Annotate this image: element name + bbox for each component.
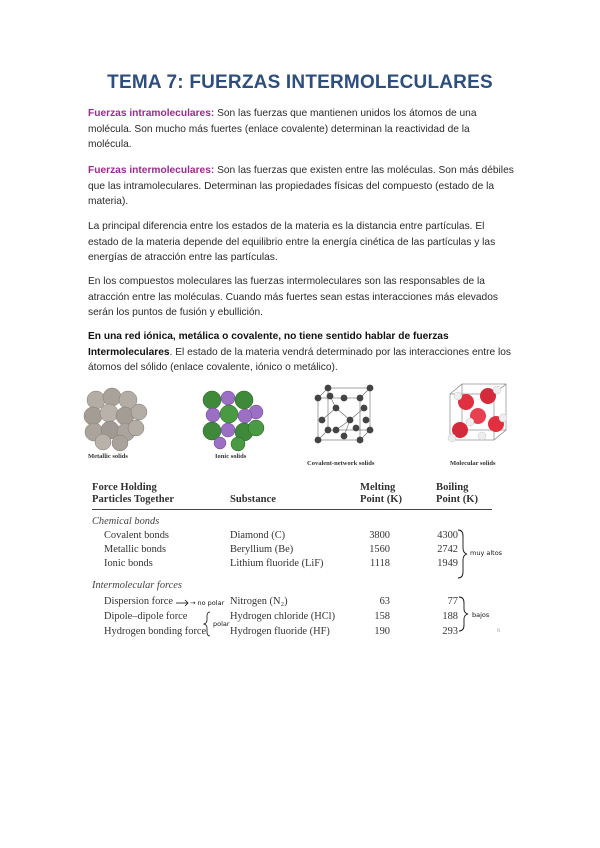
paragraph-molecular-compounds: En los compuestos moleculares las fuerzas intermoleculares son las responsables de la atracción entre las moléculas. Cuando más fuertes sean estas interacciones más elevados serán los puntos de fusión y ebullición. <box>88 276 498 319</box>
caption-covalent-network-solids: Covalent-network solids <box>307 460 375 467</box>
table-cell-substance: Diamond (C) <box>230 530 286 541</box>
table-cell-melting: 190 <box>374 626 390 637</box>
table-cell-force: Ionic bonds <box>104 558 153 569</box>
table-cell-force: Dispersion force <box>104 596 173 607</box>
caption-ionic-solids: Ionic solids <box>215 453 247 460</box>
table-cell-melting: 1560 <box>369 544 390 555</box>
header-substance: Substance <box>230 494 276 505</box>
paragraph-states: La principal diferencia entre los estados de la materia es la distancia entre partículas. El estado de la materia depende del equilibrio entre la energía cinética de las partículas y las energías de atracción entre las partículas. <box>88 221 496 264</box>
table-cell-melting: 1118 <box>369 558 390 569</box>
table-header-rule <box>92 509 492 510</box>
page-number: 6 <box>497 627 501 634</box>
table-cell-boiling: 2742 <box>437 544 458 555</box>
caption-metallic-solids: Metallic solids <box>88 453 128 460</box>
caption-molecular-solids: Molecular solids <box>450 460 496 467</box>
table-cell-substance: Nitrogen (N₂) <box>230 596 288 607</box>
table-cell-melting: 158 <box>374 611 390 622</box>
metallic-solid-illustration <box>84 388 147 451</box>
term-intramolecular: Fuerzas intramoleculares: <box>88 108 215 119</box>
term-intermolecular: Fuerzas intermoleculares: <box>88 165 215 176</box>
header-boiling: Boiling Point (K) <box>436 482 479 505</box>
ionic-solid-illustration <box>203 391 264 451</box>
header-melting: Melting Point (K) <box>360 482 403 505</box>
table-cell-boiling: 188 <box>442 611 458 622</box>
properties-table <box>92 482 512 642</box>
table-cell-substance: Hydrogen chloride (HCl) <box>230 611 336 622</box>
text-networks: . El estado de la materia vendrá determinado por las interacciones entre los átomos del sólido (enlace covalente, iónico o metálico). <box>88 346 512 374</box>
annotation-no-polar: → no polar <box>190 599 225 607</box>
annotation-muy-altos: muy altos <box>470 549 503 557</box>
annotation-polar: polar <box>213 620 230 628</box>
table-cell-melting: 63 <box>379 596 390 607</box>
table-cell-force: Hydrogen bonding force <box>104 626 207 637</box>
section-chemical-bonds: Chemical bonds <box>92 516 160 527</box>
table-cell-force: Dipole–dipole force <box>104 611 188 622</box>
text-intermolecular: Son las fuerzas que existen entre las moléculas. Son más débiles que las intramoleculares. Determinan las propiedades físicas del compuesto (estado de la materia). <box>88 165 514 208</box>
annotation-bajos: bajos <box>472 611 490 619</box>
page-title: TEMA 7: FUERZAS INTERMOLECULARES <box>107 72 493 93</box>
table-cell-force: Covalent bonds <box>104 530 169 541</box>
header-force: Force Holding Particles Together <box>92 482 175 505</box>
table-cell-boiling: 1949 <box>437 558 458 569</box>
table-cell-force: Metallic bonds <box>104 544 167 555</box>
table-cell-boiling: 293 <box>442 626 458 637</box>
molecular-solid-illustration <box>448 384 507 442</box>
table-cell-boiling: 77 <box>447 596 458 607</box>
table-cell-substance: Hydrogen fluoride (HF) <box>230 626 330 637</box>
table-cell-melting: 3800 <box>369 530 390 541</box>
section-intermolecular-forces: Intermolecular forces <box>92 580 182 591</box>
table-cell-substance: Beryllium (Be) <box>230 544 294 555</box>
table-cell-boiling: 4300 <box>437 530 458 541</box>
table-cell-substance: Lithium fluoride (LiF) <box>230 558 324 569</box>
text-networks-bold: En una red iónica, metálica o covalente, no tiene sentido hablar de fuerzas Intermoleculares <box>88 331 449 358</box>
text-intramolecular: Son las fuerzas que mantienen unidos los átomos de una molécula. Son mucho más fuertes (enlace covalente) determinan la reactividad de la molécula. <box>88 108 477 151</box>
